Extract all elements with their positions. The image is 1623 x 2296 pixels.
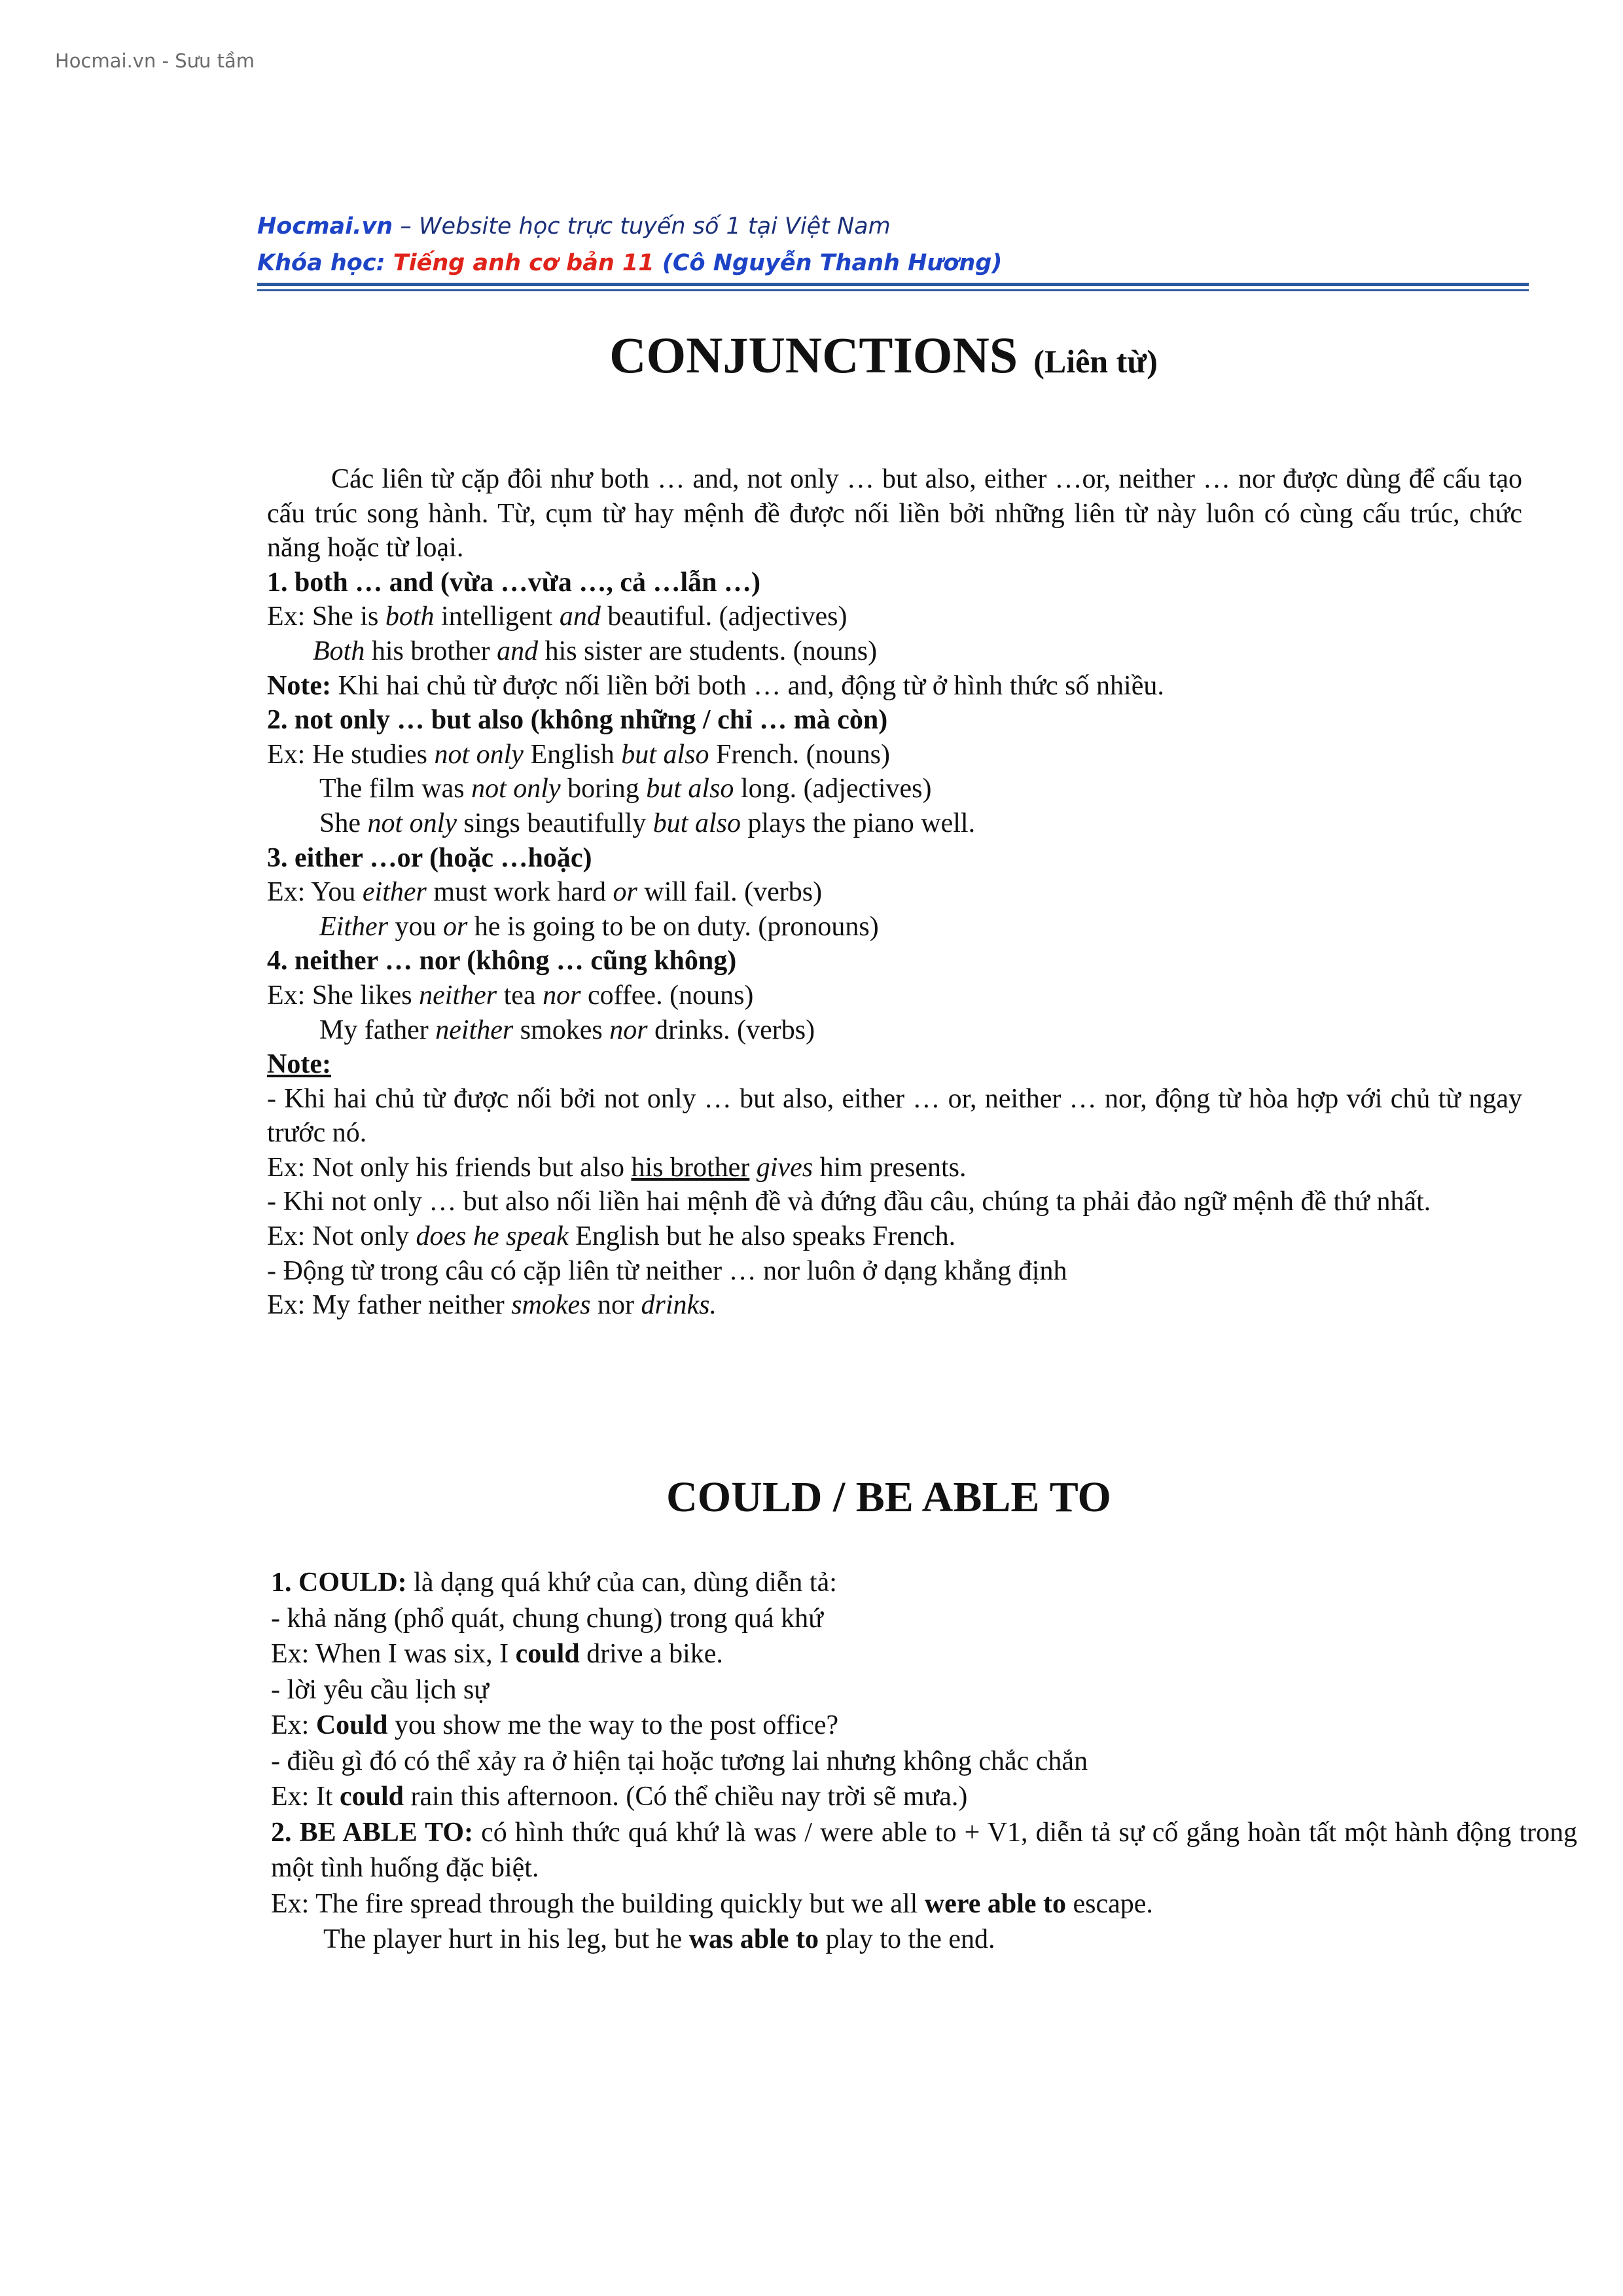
example-line: Ex: My father neither smokes nor drinks. xyxy=(267,1290,717,1321)
example-line: Ex: He studies not only English but also French. (nouns) xyxy=(267,739,890,770)
section-heading-neither-nor: 4. neither … nor (không … cũng không) xyxy=(267,946,737,977)
note-rule: - Động từ trong câu có cặp liên từ neither … nor luôn ở dạng khẳng định xyxy=(267,1255,1067,1286)
conjunctions-body xyxy=(267,462,1522,1323)
example-line: Ex: Could you show me the way to the post office? xyxy=(271,1710,839,1740)
could-rule: - điều gì đó có thể xảy ra ở hiện tại hoặc tương lai nhưng không chắc chắn xyxy=(271,1746,1088,1776)
section-heading-not-only: 2. not only … but also (không những / chỉ … mà còn) xyxy=(267,705,888,736)
example-line: Ex: When I was six, I could drive a bike. xyxy=(271,1639,723,1669)
conjunctions-title-main: CONJUNCTIONS xyxy=(609,327,1018,384)
header-line-site xyxy=(257,208,1529,245)
conjunctions-title xyxy=(72,326,1623,385)
example-line: The film was not only boring but also long. (adjectives) xyxy=(319,774,932,804)
example-line: Ex: You either must work hard or will fail. (verbs) xyxy=(267,877,823,908)
section-heading-both-and: 1. both … and (vừa …vừa …, cả …lẫn …) xyxy=(267,567,760,598)
header-line-course xyxy=(257,245,1529,281)
example-line: Ex: She is both intelligent and beautiful. (adjectives) xyxy=(267,601,847,632)
conjunctions-intro: Các liên từ cặp đôi như both … and, not only … but also, either …or, neither … nor được dùng để cấu tạo cấu trúc song hành. Từ, cụm từ hay mệnh đề được nối liền bởi những liên từ này luôn có cùng cấu trúc, chức năng hoặc từ loại. xyxy=(267,464,1522,564)
header-divider-thick xyxy=(257,283,1529,286)
example-line: She not only sings beautifully but also plays the piano well. xyxy=(319,808,976,838)
course-teacher: (Cô Nguyễn Thanh Hương) xyxy=(654,250,1003,276)
course-name: Tiếng anh cơ bản 11 xyxy=(393,250,654,276)
could-title: COULD / BE ABLE TO xyxy=(666,1473,1111,1521)
note-line: Note: Khi hai chủ từ được nối liền bởi both … and, động từ ở hình thức số nhiều. xyxy=(267,670,1164,701)
could-rule: - lời yêu cầu lịch sự xyxy=(271,1674,490,1705)
section-heading-either-or: 3. either …or (hoặc …hoặc) xyxy=(267,842,592,873)
page-header xyxy=(257,208,1529,281)
note-heading: Note: xyxy=(267,1049,331,1080)
example-line: Ex: It could rain this afternoon. (Có thể chiều nay trời sẽ mưa.) xyxy=(271,1782,968,1812)
source-note: Hocmai.vn - Sưu tầm xyxy=(55,50,255,72)
note-rule: - Khi hai chủ từ được nối bởi not only … but also, either … or, neither … nor, động từ hòa hợp với chủ từ ngay trước nó. xyxy=(267,1083,1522,1149)
could-rule: - khả năng (phổ quát, chung chung) trong quá khứ xyxy=(271,1603,823,1634)
header-divider-thin xyxy=(257,289,1529,291)
course-label: Khóa học: xyxy=(257,250,393,276)
could-body xyxy=(271,1565,1577,1958)
example-line: Ex: She likes neither tea nor coffee. (nouns) xyxy=(267,980,754,1011)
example-line: Ex: Not only does he speak English but he also speaks French. xyxy=(267,1221,956,1252)
example-line: The player hurt in his leg, but he was able to play to the end. xyxy=(323,1924,995,1954)
be-able-to-definition: 2. BE ABLE TO: có hình thức quá khứ là was / were able to + V1, diễn tả sự cố gắng hoàn tất một hành động trong một tình huống đặc biệt. xyxy=(271,1817,1577,1883)
conjunctions-title-sub: (Liên từ) xyxy=(1033,343,1158,380)
example-line: My father neither smokes nor drinks. (verbs) xyxy=(319,1014,815,1045)
could-definition: 1. COULD: là dạng quá khứ của can, dùng diễn tả: xyxy=(271,1568,837,1598)
site-name-link[interactable]: Hocmai.vn xyxy=(257,213,393,240)
example-line: Ex: The fire spread through the building quickly but we all were able to escape. xyxy=(271,1888,1153,1919)
example-line: Ex: Not only his friends but also his brother gives him presents. xyxy=(267,1152,967,1183)
example-line: Both his brother and his sister are students. (nouns) xyxy=(313,636,878,666)
example-line: Either you or he is going to be on duty. (pronouns) xyxy=(319,911,879,942)
site-tagline: – Website học trực tuyến số 1 tại Việt Nam xyxy=(393,213,891,240)
note-rule: - Khi not only … but also nối liền hai mệnh đề và đứng đầu câu, chúng ta phải đảo ngữ mệnh đề thứ nhất. xyxy=(267,1187,1431,1217)
